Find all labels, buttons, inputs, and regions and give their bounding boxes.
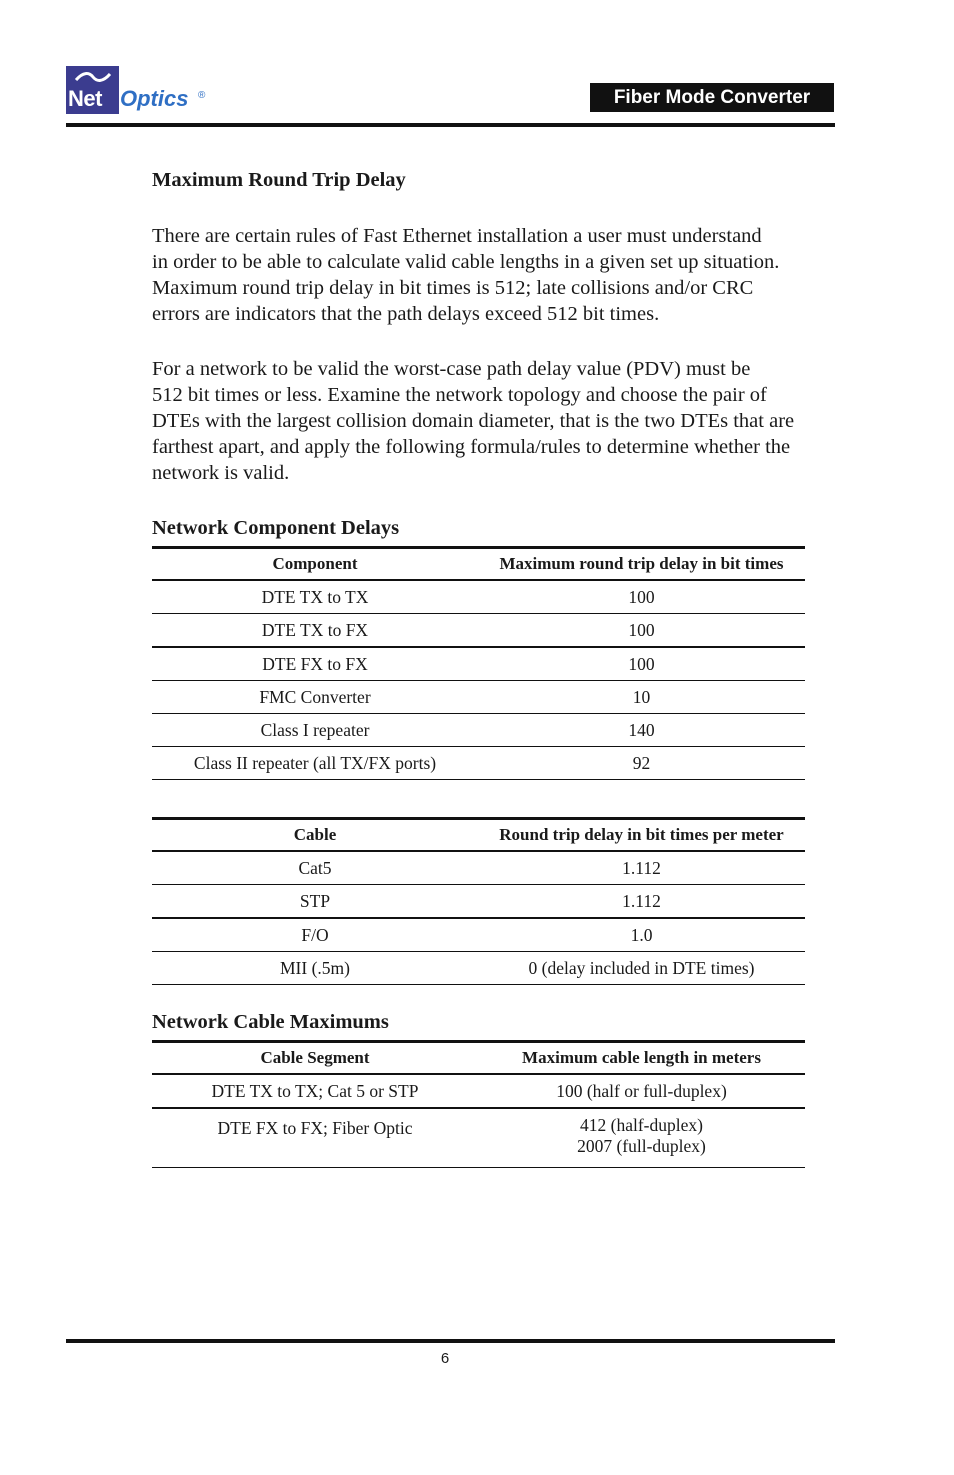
section-heading-cable-maximums: Network Cable Maximums xyxy=(152,1011,389,1033)
table-row xyxy=(152,885,805,919)
table-cell: 1.0 xyxy=(478,918,805,952)
column-header: Round trip delay in bit times per meter xyxy=(478,819,805,852)
column-header: Maximum round trip delay in bit times xyxy=(478,548,805,581)
paragraph-line: Maximum round trip delay in bit times is 512; late collisions and/or CRC xyxy=(152,277,754,299)
footer-rule xyxy=(66,1339,835,1343)
table-cell-multiline xyxy=(478,1108,805,1168)
table-header-row xyxy=(152,1042,805,1075)
table-row xyxy=(152,681,805,714)
paragraph-pdv xyxy=(152,356,842,486)
column-header: Cable xyxy=(152,819,478,852)
wave-icon xyxy=(75,71,111,83)
paragraph-line: For a network to be valid the worst-case path delay value (PDV) must be xyxy=(152,358,751,380)
table-cell: DTE TX to TX xyxy=(152,580,478,614)
table-row xyxy=(152,1074,805,1108)
table-row xyxy=(152,647,805,681)
logo-optics-text: Optics xyxy=(120,86,189,111)
cable-delays-table xyxy=(152,817,805,985)
table-cell: MII (.5m) xyxy=(280,958,350,978)
paragraph-line: farthest apart, and apply the following formula/rules to determine whether the xyxy=(152,436,791,458)
table-row xyxy=(152,747,805,780)
table-cell: F/O xyxy=(152,918,478,952)
table-cell: 92 xyxy=(632,753,651,773)
paragraph-line: in order to be able to calculate valid cable lengths in a given set up situation. xyxy=(152,251,780,273)
table-cell: 10 xyxy=(478,681,805,714)
table-row xyxy=(152,1108,805,1168)
table-cell: Class II repeater (all TX/FX ports) xyxy=(193,753,437,773)
table-header-row xyxy=(152,548,805,581)
logo-net-text: Net xyxy=(68,86,102,111)
table-row xyxy=(152,714,805,747)
net-optics-logo xyxy=(66,66,226,116)
table-cell: FMC Converter xyxy=(152,681,478,714)
paragraph-line: There are certain rules of Fast Ethernet installation a user must understand xyxy=(152,225,762,247)
column-header: Maximum cable length in meters xyxy=(478,1042,805,1075)
table-cell: 100 xyxy=(478,647,805,681)
page-number: 6 xyxy=(440,1350,450,1367)
table-cell: DTE TX to FX xyxy=(152,614,478,648)
table-cell: 1.112 xyxy=(478,885,805,919)
table-cell: Cat5 xyxy=(152,851,478,885)
section-heading-component-delays: Network Component Delays xyxy=(152,517,400,539)
section-heading-round-trip: Maximum Round Trip Delay xyxy=(152,169,406,191)
table-row xyxy=(152,952,805,985)
page-content xyxy=(152,167,842,1168)
table-row xyxy=(152,851,805,885)
table-cell: DTE FX to FX xyxy=(152,647,478,681)
table-cell: 0 (delay included in DTE times) xyxy=(528,958,755,978)
table-cell: 140 xyxy=(478,714,805,747)
paragraph-rules xyxy=(152,223,842,327)
table-cell: 100 xyxy=(478,580,805,614)
table-cell: Class I repeater xyxy=(152,714,478,747)
column-header: Cable Segment xyxy=(152,1042,478,1075)
document-title: Fiber Mode Converter xyxy=(590,83,834,112)
paragraph-line: network is valid. xyxy=(152,462,290,484)
cell-line: 412 (half-duplex) xyxy=(580,1115,703,1135)
header-rule xyxy=(66,123,835,127)
paragraph-line: 512 bit times or less. Examine the network topology and choose the pair of xyxy=(152,384,767,406)
table-row xyxy=(152,580,805,614)
column-header: Component xyxy=(152,548,478,581)
table-cell: DTE TX to TX; Cat 5 or STP xyxy=(152,1074,478,1108)
paragraph-line: DTEs with the largest collision domain diameter, that is the two DTEs that are xyxy=(152,410,795,432)
table-cell: 1.112 xyxy=(478,851,805,885)
paragraph-line: errors are indicators that the path delays exceed 512 bit times. xyxy=(152,303,660,325)
table-row xyxy=(152,918,805,952)
table-cell: 100 (half or full-duplex) xyxy=(478,1074,805,1108)
table-header-row xyxy=(152,819,805,852)
table-row xyxy=(152,614,805,648)
table-cell: 100 xyxy=(478,614,805,648)
table-cell: DTE FX to FX; Fiber Optic xyxy=(217,1118,413,1138)
cable-maximums-table xyxy=(152,1040,805,1168)
component-delays-table xyxy=(152,546,805,780)
table-cell: STP xyxy=(152,885,478,919)
registered-mark: ® xyxy=(198,90,206,101)
cell-line: 2007 (full-duplex) xyxy=(577,1136,706,1156)
